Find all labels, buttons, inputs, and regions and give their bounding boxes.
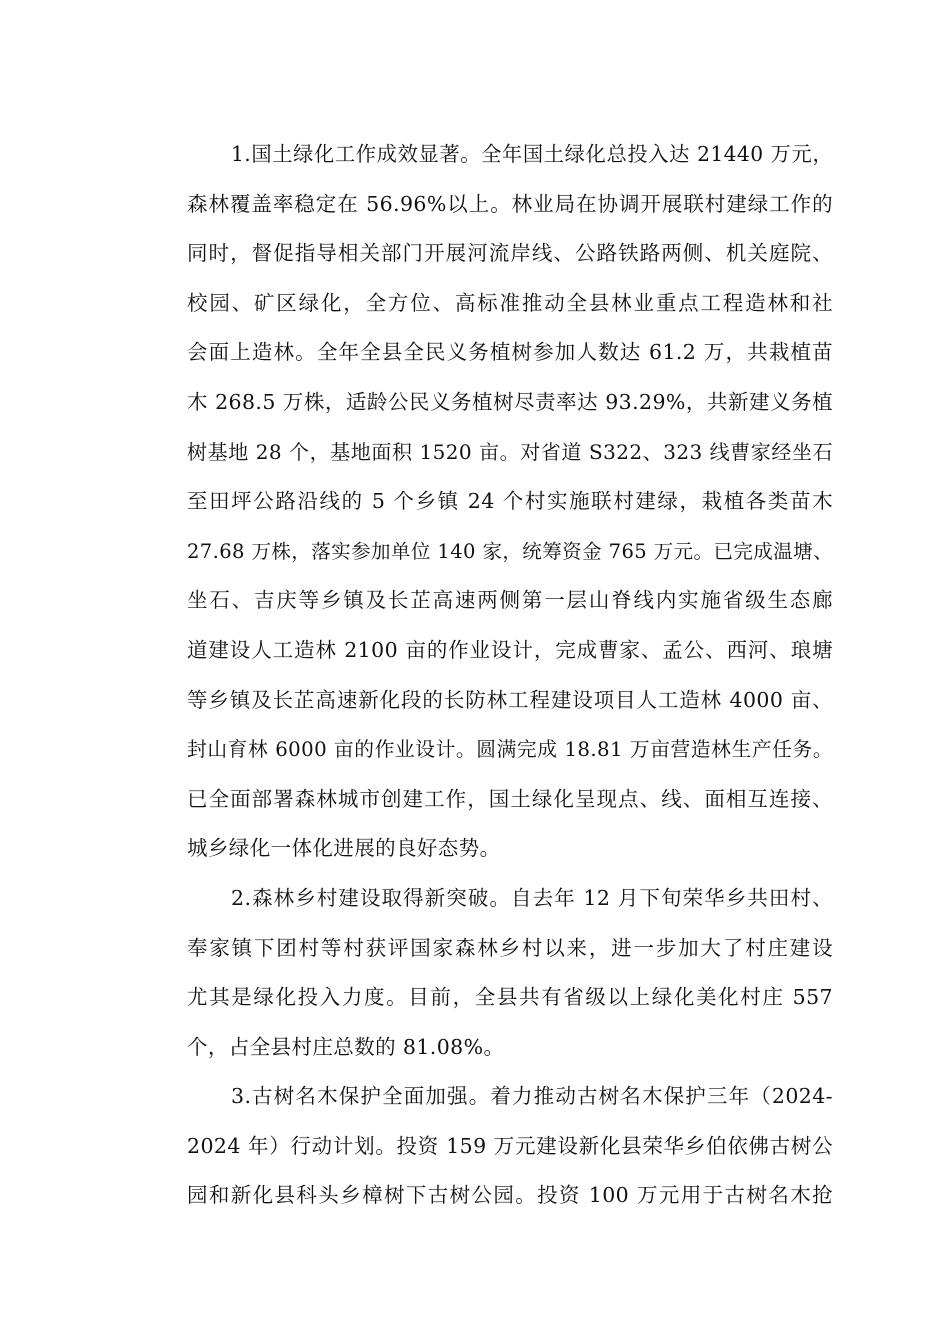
text-line: 园和新化县科头乡樟树下古树公园。投资 100 万元用于古树名木抢: [187, 1183, 833, 1208]
text-line: 会面上造林。全年全县全民义务植树参加人数达 61.2 万，共栽植苗: [187, 340, 833, 365]
text-line: 坐石、吉庆等乡镇及长芷高速两侧第一层山脊线内实施省级生态廊: [187, 588, 833, 613]
text-line: 2024 年）行动计划。投资 159 万元建设新化县荣华乡伯依佛古树公: [187, 1133, 833, 1158]
document-body: [143, 130, 833, 1221]
text-line: 树基地 28 个，基地面积 1520 亩。对省道 S322、323 线曹家经坐石: [187, 439, 833, 464]
text-line: 27.68 万株，落实参加单位 140 家，统筹资金 765 万元。已完成温塘、: [187, 539, 833, 563]
text-line: 1.国土绿化工作成效显著。全年国土绿化总投入达 21440 万元，: [231, 142, 833, 166]
text-line: 校园、矿区绿化，全方位、高标准推动全县林业重点工程造林和社: [187, 290, 833, 315]
text-line: 森林覆盖率稳定在 56.96%以上。林业局在协调开展联村建绿工作的: [187, 191, 833, 216]
text-line: 奉家镇下团村等村获评国家森林乡村以来，进一步加大了村庄建设: [187, 935, 833, 960]
text-line: 尤其是绿化投入力度。目前，全县共有省级以上绿化美化村庄 557: [187, 985, 833, 1010]
text-line: 等乡镇及长芷高速新化段的长防林工程建设项目人工造林 4000 亩、: [187, 687, 833, 712]
text-line: 2.森林乡村建设取得新突破。自去年 12 月下旬荣华乡共田村、: [231, 885, 833, 910]
text-line: 至田坪公路沿线的 5 个乡镇 24 个村实施联村建绿，栽植各类苗木: [187, 489, 833, 514]
text-line: 木 268.5 万株，适龄公民义务植树尽责率达 93.29%，共新建义务植: [187, 389, 833, 414]
text-line: 已全面部署森林城市创建工作，国土绿化呈现点、线、面相互连接、: [187, 786, 833, 811]
text-line: 城乡绿化一体化进展的良好态势。: [187, 836, 501, 861]
text-line: 封山育林 6000 亩的作业设计。圆满完成 18.81 万亩营造林生产任务。: [187, 738, 833, 762]
paragraph-ancient-trees: [143, 1072, 833, 1221]
text-line: 道建设人工造林 2100 亩的作业设计，完成曹家、孟公、西河、琅塘: [187, 637, 833, 662]
text-line: 同时，督促指导相关部门开展河流岸线、公路铁路两侧、机关庭院、: [187, 241, 833, 266]
paragraph-land-greening: [143, 130, 833, 874]
paragraph-forest-villages: [143, 874, 833, 1072]
text-line: 3.古树名木保护全面加强。着力推动古树名木保护三年（2024-: [231, 1084, 833, 1109]
text-line: 个，占全县村庄总数的 81.08%。: [187, 1034, 505, 1059]
